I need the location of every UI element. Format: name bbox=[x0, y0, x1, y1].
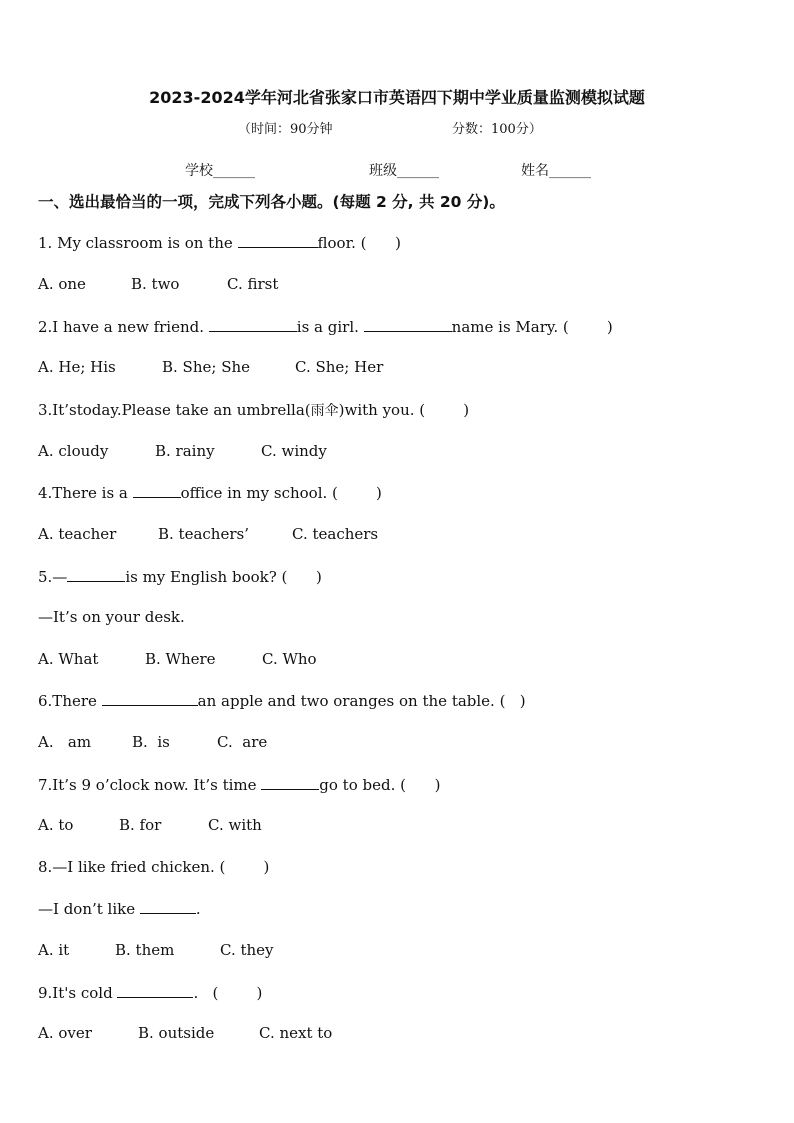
question-text: is a girl. bbox=[296, 318, 364, 336]
question-text-chinese: 雨伞 bbox=[310, 403, 339, 419]
question-text: office in my school. ( ) bbox=[180, 484, 382, 502]
answer-blank bbox=[117, 983, 193, 998]
question-text: . bbox=[195, 900, 201, 918]
question-text: 7.It’s 9 o’clock now. It’s time bbox=[38, 776, 262, 794]
option-b: B. teachers’ bbox=[158, 525, 249, 543]
name-field: 姓名______ bbox=[521, 163, 591, 179]
option-a: A. cloudy bbox=[38, 442, 109, 460]
answer-blank bbox=[364, 317, 452, 332]
question-5 bbox=[38, 567, 322, 586]
question-text: 9.It's cold bbox=[38, 984, 118, 1002]
question-text: 4.There is a bbox=[38, 484, 133, 502]
answer-blank bbox=[261, 775, 319, 790]
option-b: B. She; She bbox=[162, 358, 251, 376]
question-text: . ( ) bbox=[193, 984, 263, 1002]
option-c: C. with bbox=[208, 816, 262, 834]
question-text: an apple and two oranges on the table. ( ) bbox=[197, 692, 526, 710]
option-a: A. one bbox=[38, 275, 86, 293]
class-field: 班级______ bbox=[369, 163, 439, 179]
option-b: B. for bbox=[119, 816, 162, 834]
option-a: A. teacher bbox=[38, 525, 117, 543]
section-heading: 一、选出最恰当的一项，完成下列各小题。(每题 2 分, 共 20 分)。 bbox=[38, 193, 505, 211]
question-8-answer bbox=[38, 899, 201, 918]
question-text: name is Mary. ( ) bbox=[451, 318, 613, 336]
answer-blank bbox=[140, 899, 196, 914]
question-4 bbox=[38, 483, 382, 502]
question-text: )with you. ( ) bbox=[338, 401, 470, 419]
school-field: 学校______ bbox=[185, 163, 255, 179]
exam-time: （时间：90分钟 bbox=[238, 122, 333, 137]
question-2 bbox=[38, 317, 613, 336]
option-b: B. outside bbox=[138, 1024, 215, 1042]
option-c: C. She; Her bbox=[295, 358, 384, 376]
exam-title: 2023-2024学年河北省张家口市英语四下期中学业质量监测模拟试题 bbox=[149, 88, 645, 107]
question-3 bbox=[38, 400, 469, 420]
question-text: 1. My classroom is on the bbox=[38, 234, 238, 252]
question-text: floor. ( ) bbox=[317, 234, 401, 252]
answer-blank bbox=[102, 691, 198, 706]
option-c: C. windy bbox=[261, 442, 327, 460]
question-7 bbox=[38, 775, 440, 794]
option-c: C. are bbox=[217, 733, 268, 751]
option-a: A. to bbox=[38, 816, 74, 834]
option-a: A. He; His bbox=[38, 358, 116, 376]
question-text: 5.— bbox=[38, 568, 68, 586]
answer-blank bbox=[67, 567, 125, 582]
option-a: A. it bbox=[38, 941, 70, 959]
question-9 bbox=[38, 983, 262, 1002]
answer-blank bbox=[209, 317, 297, 332]
option-c: C. next to bbox=[259, 1024, 333, 1042]
question-6 bbox=[38, 691, 526, 710]
option-b: B. is bbox=[132, 733, 170, 751]
option-a: A. What bbox=[38, 650, 99, 668]
options-9 bbox=[38, 1024, 333, 1114]
question-text: 6.There bbox=[38, 692, 102, 710]
answer-blank bbox=[238, 233, 318, 248]
question-text: go to bed. ( ) bbox=[319, 776, 441, 794]
question-text: 3.It’stoday.Please take an umbrella( bbox=[38, 401, 311, 419]
option-c: C. first bbox=[227, 275, 279, 293]
option-c: C. they bbox=[220, 941, 274, 959]
question-text: 2.I have a new friend. bbox=[38, 318, 209, 336]
option-b: B. rainy bbox=[155, 442, 215, 460]
answer-blank bbox=[133, 483, 181, 498]
question-8: 8.—I like fried chicken. ( ) bbox=[38, 858, 270, 876]
option-b: B. them bbox=[115, 941, 175, 959]
option-a: A. over bbox=[38, 1024, 92, 1042]
question-text: —I don’t like bbox=[38, 900, 140, 918]
option-b: B. Where bbox=[145, 650, 216, 668]
option-b: B. two bbox=[131, 275, 180, 293]
option-c: C. Who bbox=[262, 650, 317, 668]
exam-score: 分数：100分） bbox=[452, 122, 542, 137]
option-c: C. teachers bbox=[292, 525, 379, 543]
option-a: A. am bbox=[38, 733, 92, 751]
question-5-answer: —It’s on your desk. bbox=[38, 608, 185, 626]
question-1 bbox=[38, 233, 401, 252]
question-text: is my English book? ( ) bbox=[125, 568, 322, 586]
